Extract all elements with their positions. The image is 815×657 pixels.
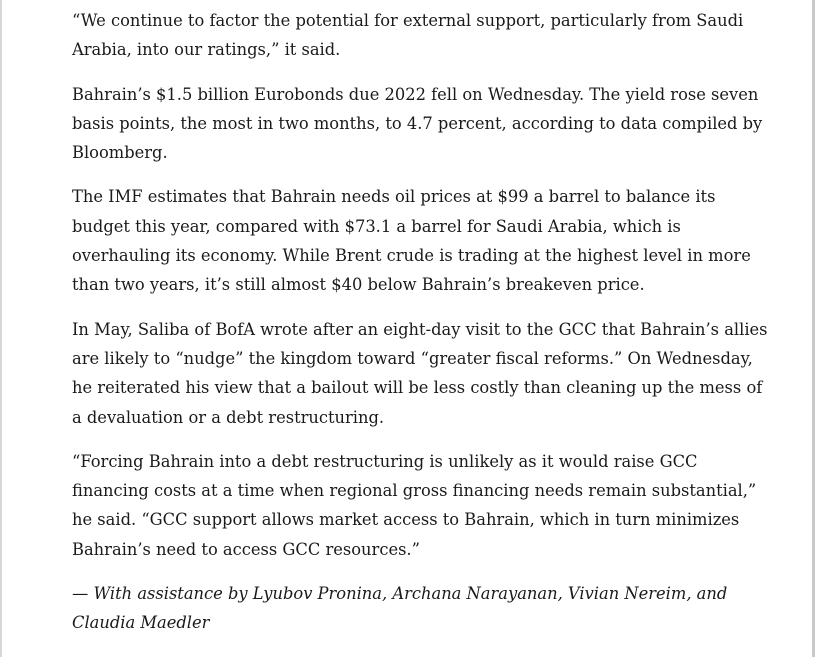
article-body (72, 6, 772, 638)
paragraph-gcc-support-quote: “Forcing Bahrain into a debt restructuring is unlikely as it would raise GCC financing costs at a time when regional gross financing needs remain substantial,” he said. “GCC support allows market access to Bahrain, which in turn minimizes Bahrain’s need to access GCC resources.” (72, 451, 757, 559)
paragraph-eurobonds: Bahrain’s $1.5 billion Eurobonds due 2022 fell on Wednesday. The yield rose seven basis points, the most in two months, to 4.7 percent, according to data compiled by Bloomberg. (72, 84, 763, 163)
paragraph-imf-oil-prices: The IMF estimates that Bahrain needs oil prices at $99 a barrel to balance its budget this year, compared with $73.1 a barrel for Saudi Arabia, which is overhauling its economy. While Brent crude is trading at the highest level in more than two years, it’s still almost $40 below Bahrain’s breakeven price. (72, 187, 751, 295)
paragraph-external-support-quote: “We continue to factor the potential for external support, particularly from Saudi Arabia, into our ratings,” it said. (72, 11, 744, 60)
article-attribution: — With assistance by Lyubov Pronina, Archana Narayanan, Vivian Nereim, and Claudia Maedler (72, 584, 728, 633)
paragraph-saliba-bofa: In May, Saliba of BofA wrote after an eight-day visit to the GCC that Bahrain’s allies are likely to “nudge” the kingdom toward “greater fiscal reforms.” On Wednesday, he reiterated his view that a bailout will be less costly than cleaning up the mess of a devaluation or a debt restructuring. (72, 319, 768, 427)
window-border-left (0, 0, 2, 657)
